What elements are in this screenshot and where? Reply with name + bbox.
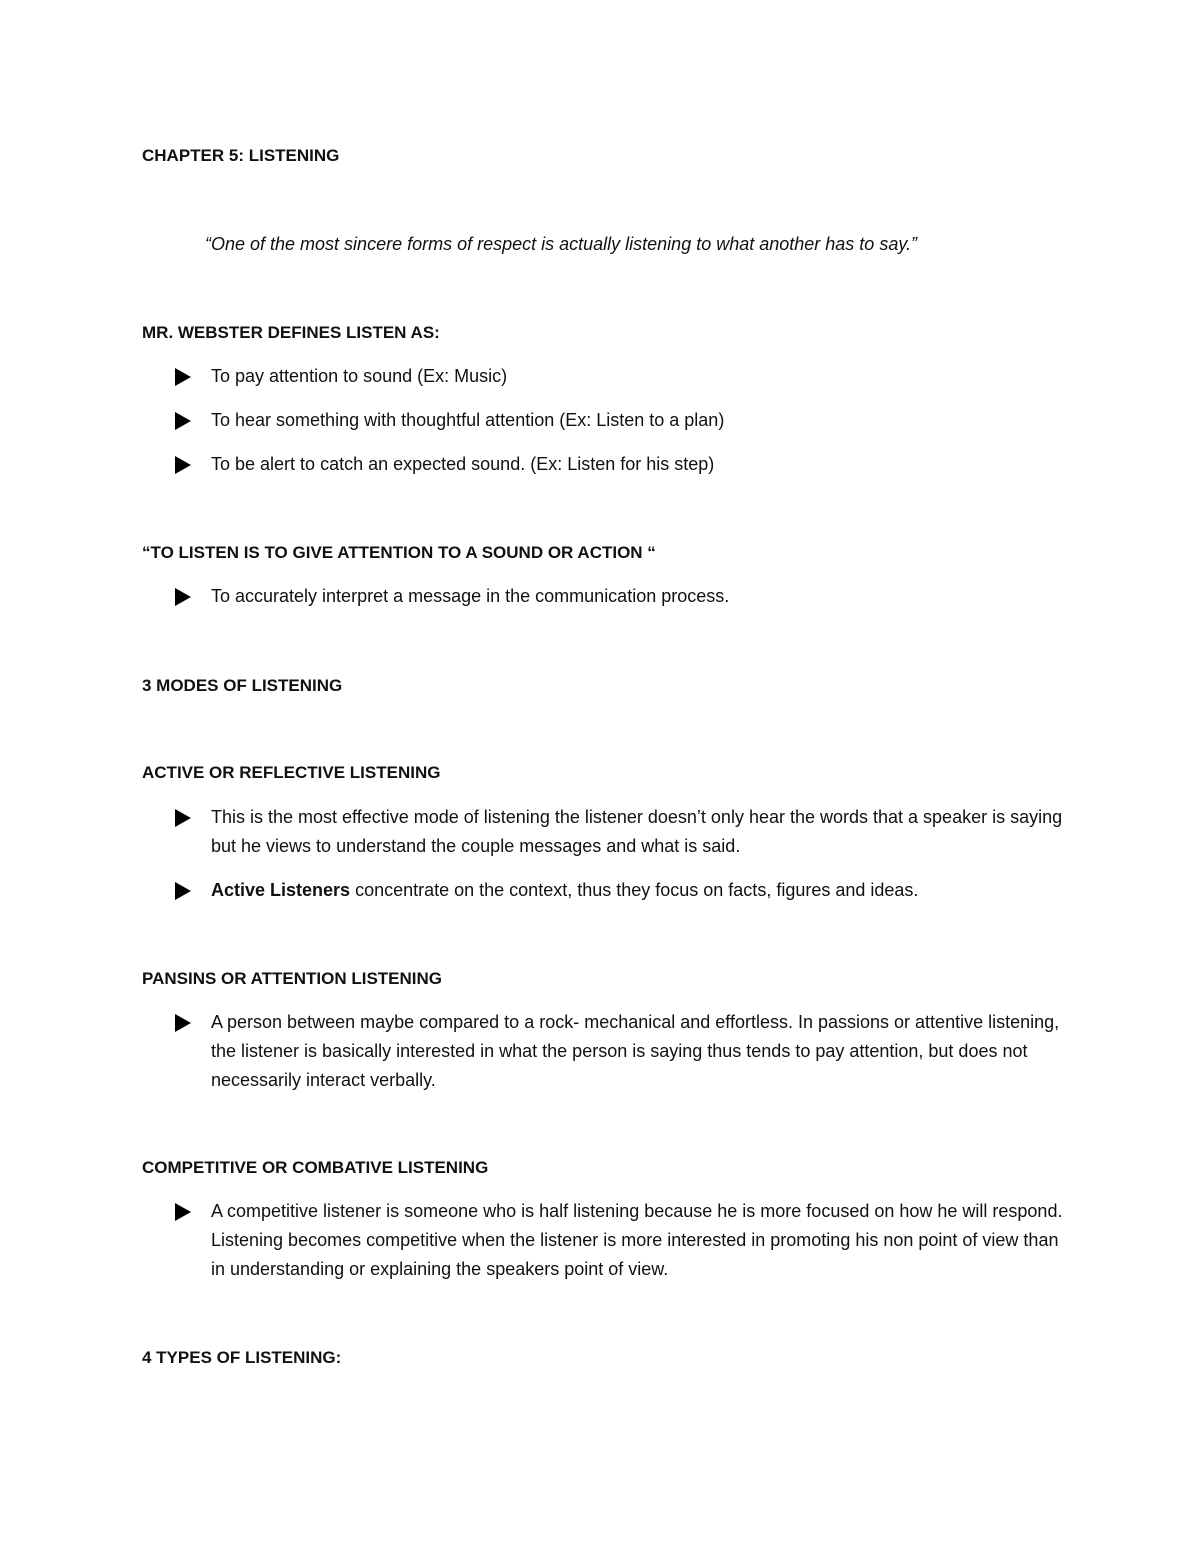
list-item [175,1008,1065,1095]
arrow-bullet-icon [175,1014,191,1032]
list-item-text: This is the most effective mode of listening the listener doesn’t only hear the words that a speaker is saying but he views to understand the couple messages and what is said. [211,807,1063,856]
section-heading-attention: PANSINS OR ATTENTION LISTENING [142,969,443,988]
section-heading-definition: “TO LISTEN IS TO GIVE ATTENTION TO A SOUND OR ACTION “ [142,543,656,562]
list-item [175,406,1065,435]
arrow-bullet-icon [175,588,191,606]
list-item-bold-term: Active Listeners [211,880,351,900]
section-heading-active: ACTIVE OR REFLECTIVE LISTENING [142,763,441,782]
arrow-bullet-icon [175,882,191,900]
list-item-rest: concentrate on the context, thus they focus on facts, figures and ideas. [350,880,919,900]
chapter-title: CHAPTER 5: LISTENING [142,146,340,165]
arrow-bullet-icon [175,412,191,430]
arrow-bullet-icon [175,1203,191,1221]
list-item [175,362,1065,391]
list-item [175,876,1065,905]
list-item [175,803,1065,861]
list-item [175,582,1065,611]
list-item-text: To accurately interpret a message in the communication process. [211,586,730,606]
list-item-text: To hear something with thoughtful attention (Ex: Listen to a plan) [211,410,725,430]
section-heading-types: 4 TYPES OF LISTENING: [142,1348,342,1367]
list-item-text: To pay attention to sound (Ex: Music) [211,366,508,386]
list-item-text: A person between maybe compared to a rock- mechanical and effortless. In passions or attentive listening, the listener is basically interested in what the person is saying thus tends to pay attention, but does not necessarily interact verbally. [211,1012,1060,1090]
section-heading-modes: 3 MODES OF LISTENING [142,676,343,695]
list-item [175,1197,1065,1284]
list-item-text: A competitive listener is someone who is half listening because he is more focused on how he will respond. Listening becomes competitive when the listener is more interested in promoting his non point of view than in understanding or explaining the speakers point of view. [211,1201,1063,1279]
section-heading-competitive: COMPETITIVE OR COMBATIVE LISTENING [142,1158,489,1177]
section-heading-webster: MR. WEBSTER DEFINES LISTEN AS: [142,323,440,342]
arrow-bullet-icon [175,368,191,386]
list-item-text [211,876,1065,905]
arrow-bullet-icon [175,809,191,827]
opening-quote: “One of the most sincere forms of respect is actually listening to what another has to say.” [205,234,917,254]
arrow-bullet-icon [175,456,191,474]
list-item [175,450,1065,479]
list-item-text: To be alert to catch an expected sound. (Ex: Listen for his step) [211,454,715,474]
